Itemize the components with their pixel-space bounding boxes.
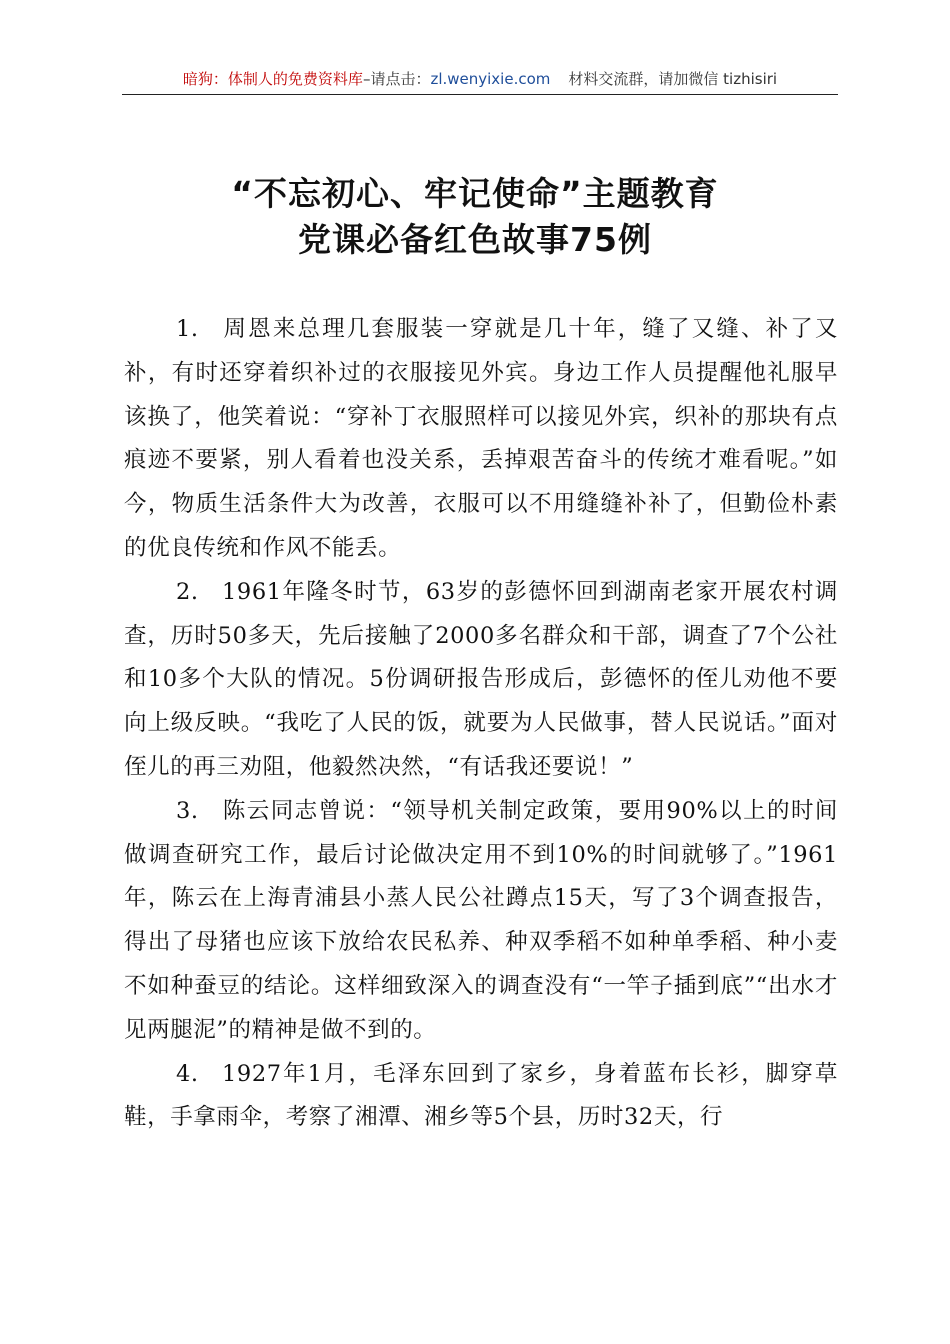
header-url-link[interactable]: zl.wenyixie.com <box>430 70 551 88</box>
document-title-line1: “不忘初心、牢记使命”主题教育 <box>231 174 719 213</box>
header-wechat-note: 材料交流群，请加微信 tizhisiri <box>568 70 778 88</box>
story-paragraph-3 <box>124 790 838 1053</box>
story-text: 1927年1月，毛泽东回到了家乡，身着蓝布长衫，脚穿草鞋，手拿雨伞，考察了湘潭、湘乡等5个县，历时32天，行 <box>124 1060 838 1131</box>
story-paragraph-4 <box>124 1053 838 1141</box>
story-text: 陈云同志曾说：“领导机关制定政策，要用90%以上的时间做调查研究工作，最后讨论做决定用不到10%的时间就够了。”1961年，陈云在上海青浦县小蒸人民公社蹲点15天，写了3个调查报告，得出了母猪也应该下放给农民私养、种双季稻不如种单季稻、种小麦不如种蚕豆的结论。这样细致深入的调查没有“一竿子插到底”“出水才见两腿泥”的精神是做不到的。 <box>124 797 838 1043</box>
document-body <box>124 308 838 1140</box>
story-number: 1. <box>176 316 199 342</box>
story-number: 3. <box>176 797 199 824</box>
header-click-prompt: –请点击： <box>362 70 431 88</box>
story-paragraph-2 <box>124 571 838 790</box>
document-title-line2: 党课必备红色故事75例 <box>298 220 652 259</box>
story-number: 4. <box>176 1060 199 1087</box>
header-site-name: 暗狗：体制人的免费资料库 <box>182 70 363 88</box>
page-header <box>122 64 838 95</box>
story-text: 周恩来总理几套服装一穿就是几十年，缝了又缝、补了又补，有时还穿着织补过的衣服接见外宾。身边工作人员提醒他礼服早该换了，他笑着说：“穿补丁衣服照样可以接见外宾，织补的那块有点痕迹不要紧，别人看着也没关系，丢掉艰苦奋斗的传统才难看呢。”如今，物质生活条件大为改善，衣服可以不用缝缝补补了，但勤俭朴素的优良传统和作风不能丢。 <box>124 316 838 561</box>
story-number: 2. <box>176 578 199 605</box>
story-text: 1961年隆冬时节，63岁的彭德怀回到湖南老家开展农村调查，历时50多天，先后接触了2000多名群众和干部，调查了7个公社和10多个大队的情况。5份调研报告形成后，彭德怀的侄儿劝他不要向上级反映。“我吃了人民的饭，就要为人民做事，替人民说话。”面对侄儿的再三劝阻，他毅然决然，“有话我还要说！” <box>124 578 838 780</box>
story-paragraph-1 <box>124 308 838 571</box>
